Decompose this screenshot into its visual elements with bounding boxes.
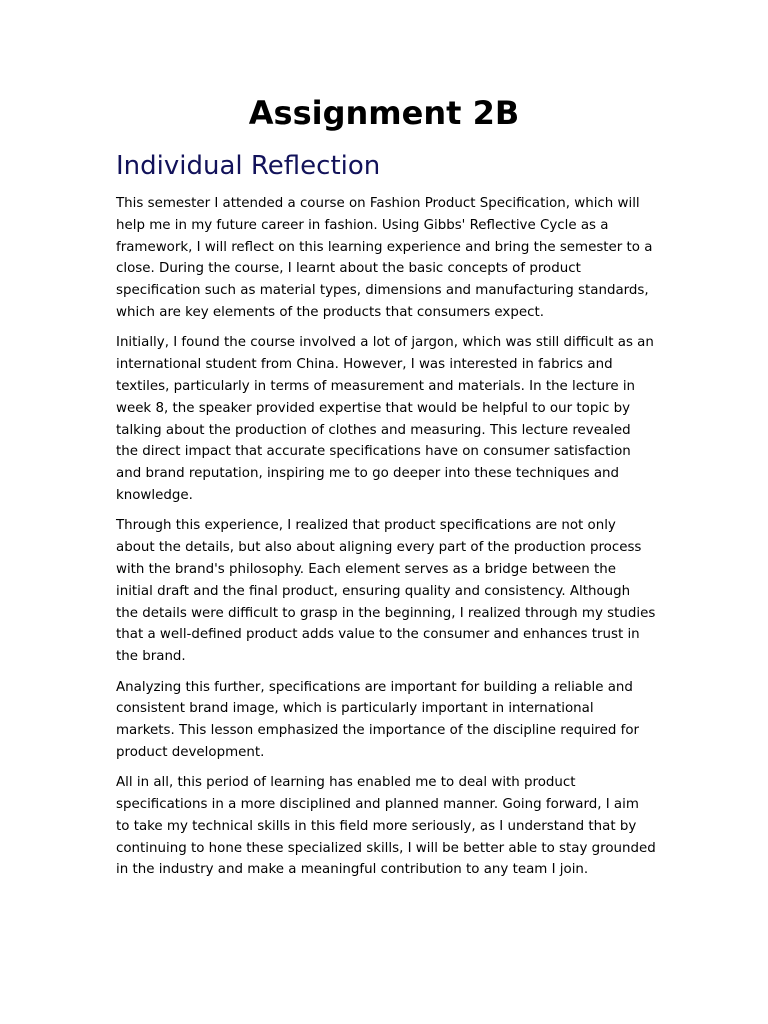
paragraph-1: This semester I attended a course on Fashion Product Specification, which will help me in my future career in fashion. Using Gibbs' Reflective Cycle as a framework, I will reflect on this learning experience and bring the semester to a close. During the course, I learnt about the basic concepts of product specification such as material types, dimensions and manufacturing standards, which are key elements of the products that consumers expect. [116,196,653,320]
document-title: Assignment 2B [248,94,520,132]
paragraph-3: Through this experience, I realized that product specifications are not only about the details, but also about aligning every part of the production process with the brand's philosophy. Each element serves as a bridge between the initial draft and the final product, ensuring quality and consistency. Although the details were difficult to grasp in the beginning, I realized through my studies that a well-defined product adds value to the consumer and enhances trust in the brand. [116,518,656,665]
paragraph-2: Initially, I found the course involved a lot of jargon, which was still difficult as an international student from China. However, I was interested in fabrics and textiles, particularly in terms of measurement and materials. In the lecture in week 8, the speaker provided expertise that would be helpful to our topic by talking about the production of clothes and measuring. This lecture revealed the direct impact that accurate specifications have on consumer satisfaction and brand reputation, inspiring me to go deeper into these techniques and knowledge. [116,335,654,503]
section-heading: Individual Reflection [116,151,381,181]
paragraph-5: All in all, this period of learning has enabled me to deal with product specifications in a more disciplined and planned manner. Going forward, I aim to take my technical skills in this field more seriously, as I understand that by continuing to hone these specialized skills, I will be better able to stay grounded in the industry and make a meaningful contribution to any team I join. [116,775,656,878]
paragraph-4: Analyzing this further, specifications are important for building a reliable and consistent brand image, which is particularly important in international markets. This lesson emphasized the importance of the discipline required for product development. [116,679,640,760]
body-text [116,193,656,890]
